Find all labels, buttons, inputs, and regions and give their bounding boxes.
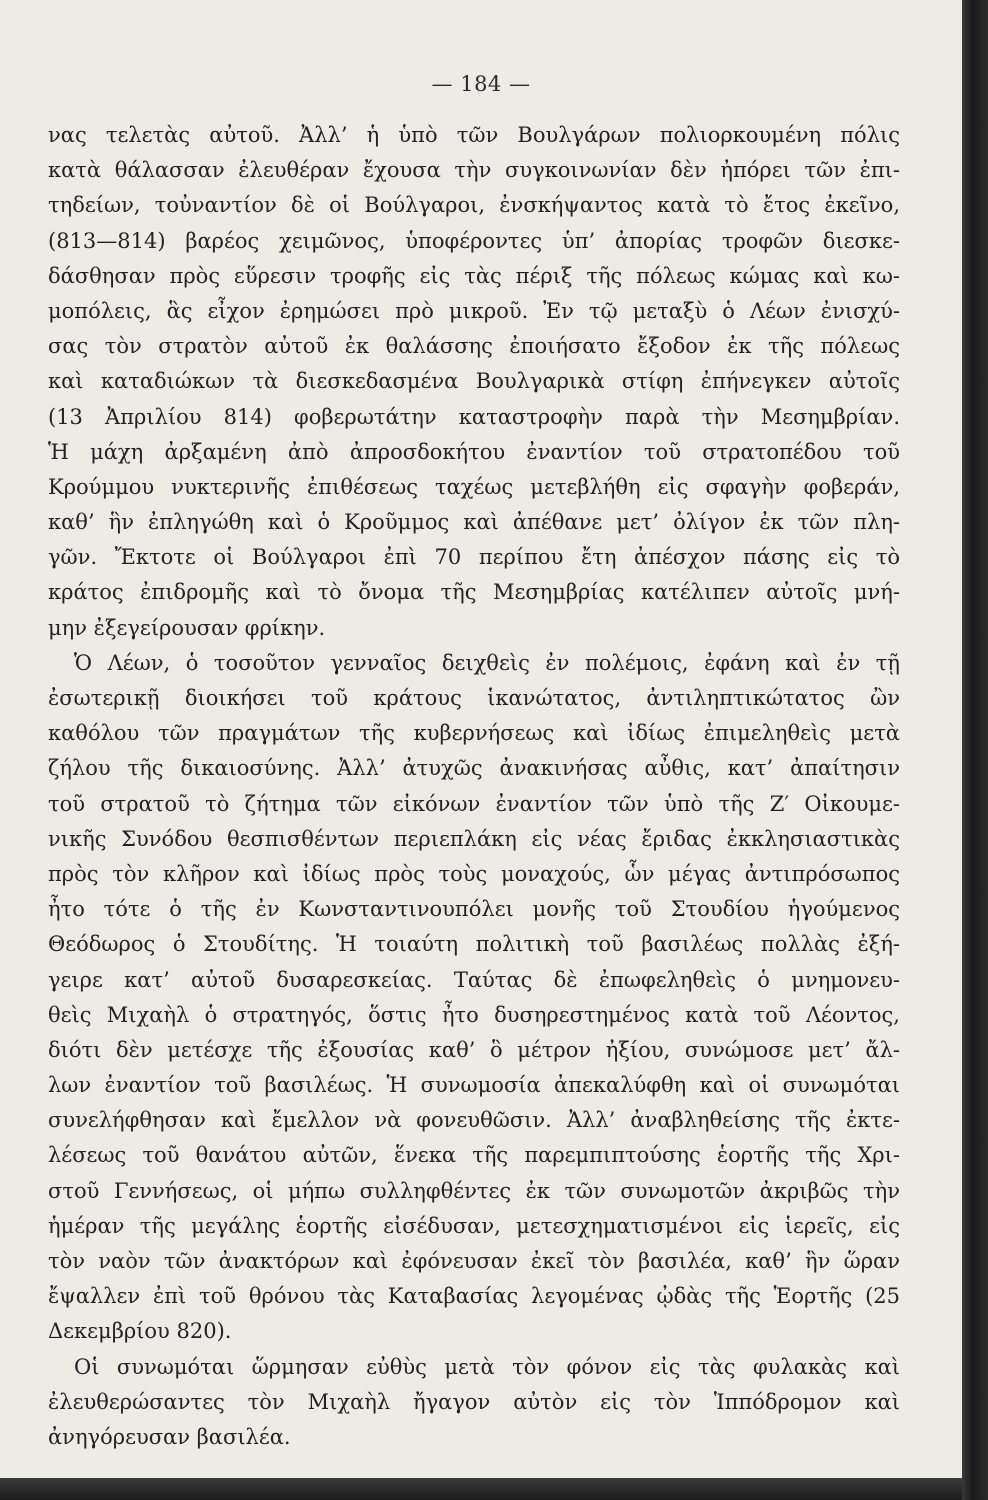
text-line: διότι δὲν μετέσχε τῆς ἐξουσίας καθ’ ὃ μέτρον ἠξίου, συνώμοσε μετ’ ἄλ- (48, 1037, 900, 1062)
text-line: λέσεως τοῦ θανάτου αὐτῶν, ἕνεκα τῆς παρεμπιπτούσης ἑορτῆς τῆς Χρι- (48, 1143, 900, 1168)
text-line: Θεόδωρος ὁ Στουδίτης. Ἡ τοιαύτη πολιτικὴ τοῦ βασιλέως πολλὰς ἐξή- (48, 932, 900, 957)
text-line: Δεκεμβρίου 820). (48, 1319, 232, 1344)
text-line: μοπόλεις, ἃς εἶχον ἐρημώσει πρὸ μικροῦ. Ἐν τῷ μεταξὺ ὁ Λέων ἐνισχύ- (48, 298, 900, 323)
text-line: τὸν ναὸν τῶν ἀνακτόρων καὶ ἐφόνευσαν ἐκεῖ τὸν βασιλέα, καθ’ ἣν ὥραν (48, 1249, 900, 1273)
text-line: Οἱ συνωμόται ὥρμησαν εὐθὺς μετὰ τὸν φόνον εἰς τὰς φυλακὰς καὶ (74, 1354, 900, 1379)
text-line: πρὸς τὸν κλῆρον καὶ ἰδίως πρὸς τοὺς μοναχούς, ὧν μέγας ἀντιπρόσωπος (48, 861, 900, 886)
text-line: νας τελετὰς αὐτοῦ. Ἀλλ’ ἡ ὑπὸ τῶν Βουλγάρων πολιορκουμένη πόλις (48, 123, 900, 147)
text-line: κατὰ θάλασσαν ἐλευθέραν ἔχουσα τὴν συγκοινωνίαν δὲν ἠπόρει τῶν ἐπι- (48, 158, 900, 183)
text-line: μην ἐξεγείρουσαν φρίκην. (48, 615, 326, 640)
text-line: σας τὸν στρατὸν αὐτοῦ ἐκ θαλάσσης ἐποιήσατο ἔξοδον ἐκ τῆς πόλεως (48, 334, 900, 359)
text-line: Ὁ Λέων, ὁ τοσοῦτον γενναῖος δειχθεὶς ἐν πολέμοις, ἐφάνη καὶ ἐν τῇ (74, 650, 900, 675)
text-line: καθόλου τῶν πραγμάτων τῆς κυβερνήσεως καὶ ἰδίως ἐπιμεληθεὶς μετὰ (48, 721, 900, 746)
text-line: Ἡ μάχη ἀρξαμένη ἀπὸ ἀπροσδοκήτου ἐναντίον τοῦ στρατοπέδου τοῦ (48, 439, 900, 464)
text-line: τηδείων, τοὐναντίον δὲ οἱ Βούλγαροι, ἐνσκήψαντος κατὰ τὸ ἔτος ἐκεῖνο, (48, 193, 900, 218)
text-line: ἀνηγόρευσαν βασιλέα. (48, 1424, 291, 1449)
text-line: ἐλευθερώσαντες τὸν Μιχαὴλ ἤγαγον αὐτὸν εἰς τὸν Ἱππόδρομον καὶ (48, 1389, 900, 1414)
scan-border-bottom (0, 1478, 962, 1500)
text-line: θεὶς Μιχαὴλ ὁ στρατηγός, ὅστις ἦτο δυσηρεστημένος κατὰ τοῦ Λέοντος, (48, 1002, 900, 1027)
text-line: νικῆς Συνόδου θεσπισθέντων περιεπλάκη εἰς νέας ἔριδας ἐκκλησιαστικὰς (48, 826, 900, 851)
text-line: συνελήφθησαν καὶ ἔμελλον νὰ φονευθῶσιν. Ἀλλ’ ἀναβληθείσης τῆς ἐκτε- (48, 1108, 900, 1133)
text-line: δάσθησαν πρὸς εὕρεσιν τροφῆς εἰς τὰς πέριξ τῆς πόλεως κώμας καὶ κω- (48, 263, 900, 288)
text-line: ἡμέραν τῆς μεγάλης ἑορτῆς εἰσέδυσαν, μετεσχηματισμένοι εἰς ἱερεῖς, εἰς (48, 1213, 900, 1238)
scan-border-right (962, 0, 988, 1500)
text-line: Κρούμμου νυκτερινῆς ἐπιθέσεως ταχέως μετεβλήθη εἰς σφαγὴν φοβεράν, (48, 474, 900, 499)
text-line: καθ’ ἣν ἐπληγώθη καὶ ὁ Κροῦμμος καὶ ἀπέθανε μετ’ ὀλίγον ἐκ τῶν πλη- (48, 510, 900, 535)
text-line: κράτος ἐπιδρομῆς καὶ τὸ ὄνομα τῆς Μεσημβρίας κατέλιπεν αὐτοῖς μνή- (48, 580, 900, 605)
text-line: στοῦ Γεννήσεως, οἱ μήπω συλληφθέντες ἐκ τῶν συνωμοτῶν ἀκριβῶς τὴν (48, 1178, 900, 1203)
text-line: (813—814) βαρέος χειμῶνος, ὑποφέροντες ὑπ’ ἀπορίας τροφῶν διεσκε- (48, 228, 900, 253)
text-line: λων ἐναντίον τοῦ βασιλέως. Ἡ συνωμοσία ἀπεκαλύφθη καὶ οἱ συνωμόται (48, 1073, 900, 1098)
text-line: ἔψαλλεν ἐπὶ τοῦ θρόνου τὰς Καταβασίας λεγομένας ᾠδὰς τῆς Ἑορτῆς (25 (48, 1284, 900, 1309)
body-text (48, 118, 900, 1455)
text-line: καὶ καταδιώκων τὰ διεσκεδασμένα Βουλγαρικὰ στίφη ἐπήνεγκεν αὐτοῖς (48, 369, 900, 394)
text-line: τοῦ στρατοῦ τὸ ζήτημα τῶν εἰκόνων ἐναντίον τῶν ὑπὸ τῆς Ζ′ Οἰκουμε- (48, 791, 900, 816)
text-line: γειρε κατ’ αὐτοῦ δυσαρεσκείας. Ταύτας δὲ ἐπωφεληθεὶς ὁ μνημονευ- (48, 967, 900, 992)
text-line: γῶν. Ἔκτοτε οἱ Βούλγαροι ἐπὶ 70 περίπου ἔτη ἀπέσχον πάσης εἰς τὸ (48, 545, 900, 570)
text-line: ἐσωτερικῇ διοικήσει τοῦ κράτους ἱκανώτατος, ἀντιληπτικώτατος ὢν (48, 686, 900, 710)
page-number: — 184 — (431, 72, 531, 96)
text-line: ἦτο τότε ὁ τῆς ἐν Κωνσταντινουπόλει μονῆς τοῦ Στουδίου ἡγούμενος (48, 897, 900, 922)
text-line: (13 Ἀπριλίου 814) φοβερωτάτην καταστροφὴν παρὰ τὴν Μεσημβρίαν. (48, 404, 900, 429)
text-line: ζήλου τῆς δικαιοσύνης. Ἀλλ’ ἀτυχῶς ἀνακινήσας αὖθις, κατ’ ἀπαίτησιν (48, 756, 900, 781)
